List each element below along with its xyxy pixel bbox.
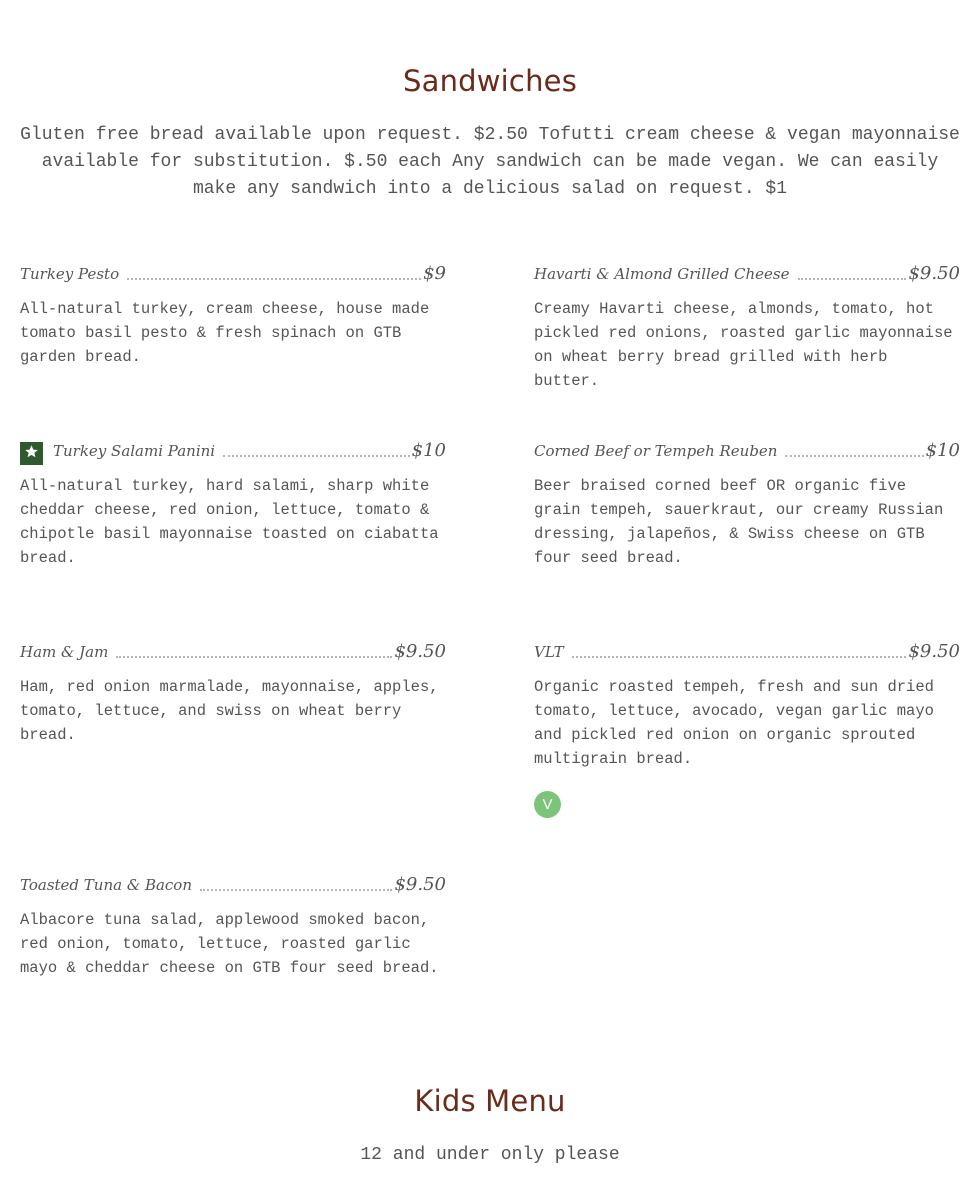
item-name: Turkey Salami Panini (53, 442, 216, 460)
leader-dots (200, 889, 392, 891)
item-name: Havarti & Almond Grilled Cheese (534, 265, 790, 283)
item-name: Toasted Tuna & Bacon (20, 876, 193, 894)
leader-dots (127, 278, 421, 280)
item-header (20, 440, 446, 464)
item-header (534, 263, 960, 287)
menu-item-turkey-pesto (20, 263, 446, 369)
item-description: Albacore tuna salad, applewood smoked bacon, red onion, tomato, lettuce, roasted garlic mayo & cheddar cheese on GTB four seed bread. (20, 911, 439, 977)
menu-item-toasted-tuna-bacon (20, 874, 446, 980)
kids-menu-title: Kids Menu (414, 1084, 566, 1118)
item-price: $9 (423, 263, 446, 284)
sandwiches-title: Sandwiches (402, 64, 578, 98)
item-header (20, 874, 446, 898)
item-header (20, 263, 446, 287)
item-description: All-natural turkey, hard salami, sharp white cheddar cheese, red onion, lettuce, tomato & chipotle basil mayonnaise toasted on ciabatta bread. (20, 477, 439, 567)
leader-dots (116, 656, 392, 658)
item-description: Organic roasted tempeh, fresh and sun dried tomato, lettuce, avocado, vegan garlic mayo and pickled red onion on organic sprouted multigrain bread. (534, 678, 934, 768)
item-header (534, 641, 960, 665)
menu-item-turkey-salami-panini (20, 440, 446, 570)
item-price: $9.50 (394, 874, 446, 895)
item-name: Corned Beef or Tempeh Reuben (534, 442, 778, 460)
menu-item-corned-beef-tempeh-reuben (534, 440, 960, 570)
menu-item-ham-and-jam (20, 641, 446, 747)
item-price: $10 (925, 440, 960, 461)
item-description: Beer braised corned beef OR organic five grain tempeh, sauerkraut, our creamy Russian dressing, jalapeños, & Swiss cheese on GTB four seed bread. (534, 477, 944, 567)
item-price: $9.50 (394, 641, 446, 662)
leader-dots (798, 278, 907, 280)
menu-item-vlt (534, 641, 960, 771)
leader-dots (223, 455, 410, 457)
kids-menu-subtitle: 12 and under only please (360, 1145, 620, 1165)
item-description: All-natural turkey, cream cheese, house made tomato basil pesto & fresh spinach on GTB garden bread. (20, 300, 430, 366)
item-name: VLT (534, 643, 564, 661)
item-price: $10 (411, 440, 446, 461)
item-price: $9.50 (908, 263, 960, 284)
item-description: Ham, red onion marmalade, mayonnaise, apples, tomato, lettuce, and swiss on wheat berry bread. (20, 678, 439, 744)
leader-dots (572, 656, 907, 658)
vegan-badge: V (534, 791, 561, 818)
leader-dots (785, 455, 923, 457)
item-name: Ham & Jam (20, 643, 109, 661)
item-name: Turkey Pesto (20, 265, 120, 283)
item-header (534, 440, 960, 464)
item-price: $9.50 (908, 641, 960, 662)
menu-item-havarti-almond-grilled-cheese (534, 263, 960, 393)
star-icon (20, 442, 43, 465)
item-description: Creamy Havarti cheese, almonds, tomato, hot pickled red onions, roasted garlic mayonnaise on wheat berry bread grilled with herb butter. (534, 300, 953, 390)
sandwiches-intro: Gluten free bread available upon request. $2.50 Tofutti cream cheese & vegan mayonnaise available for substitution. $.50 each Any sandwich can be made vegan. We can easily make any sandwich into a delicious salad on request. $1 (20, 125, 960, 199)
item-header (20, 641, 446, 665)
